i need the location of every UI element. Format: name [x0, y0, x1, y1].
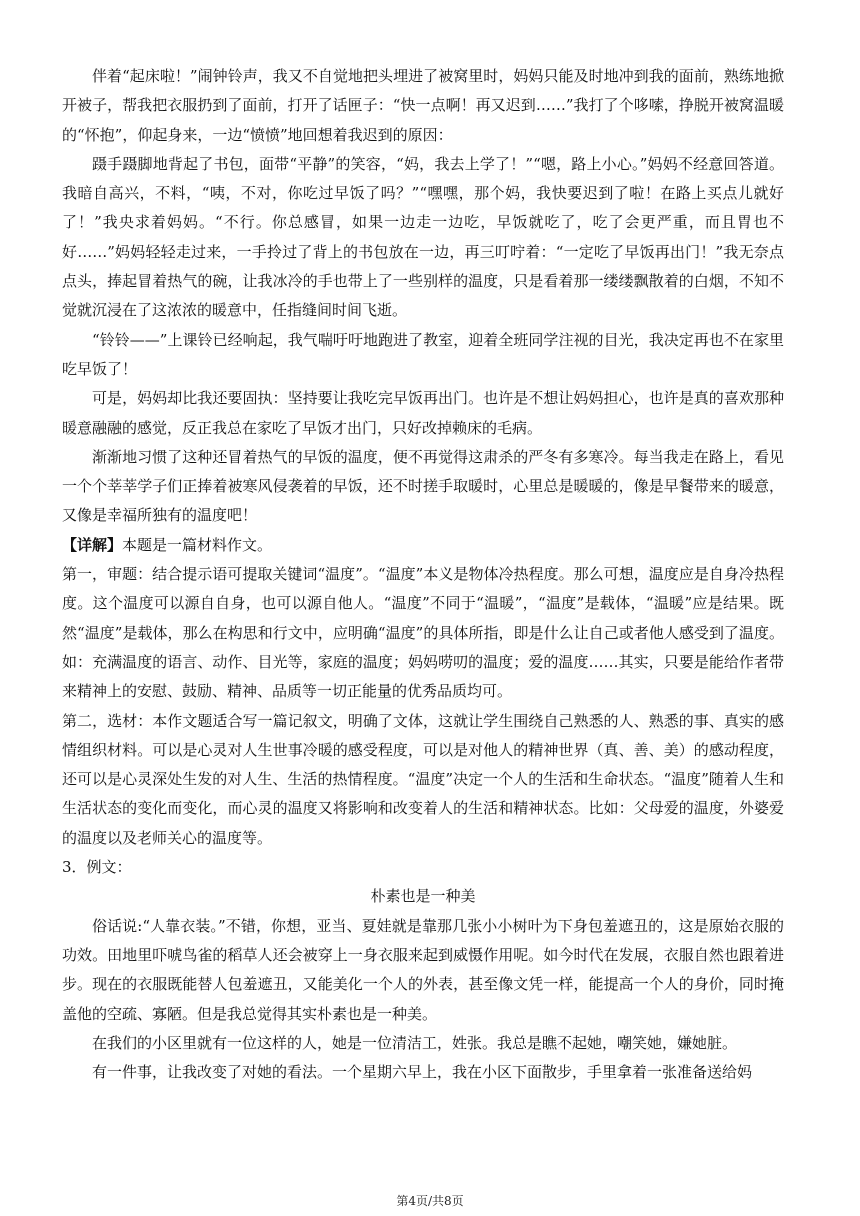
- example-paragraph-3: 有一件事，让我改变了对她的看法。一个星期六早上，我在小区下面散步，手里拿着一张准备送给妈: [92, 1063, 753, 1082]
- detail-line: [62, 531, 784, 560]
- essay-paragraph-1: 伴着“起床啦！”闹钟铃声，我又不自觉地把头埋进了被窝里时，妈妈只能及时地冲到我的面前，熟练地掀开被子，帮我把衣服扔到了面前，打开了话匣子：“快一点啊！再又迟到……”我打了个哆嗦，挣脱开被窝温暖的“怀抱”，仰起身来，一边“愤愤”地回想着我迟到的原因：: [62, 67, 784, 144]
- detail-tag: 【详解】: [62, 535, 123, 554]
- analysis-paragraph-1: 第一，审题：结合提示语可提取关键词“温度”。“温度”本义是物体冷热程度。那么可想，温度应是自身冷热程度。这个温度可以源自自身，也可以源自他人。“温度”不同于“温暖”，“温度”是载体，“温暖”应是结果。既然“温度”是载体，那么在构思和行文中，应明确“温度”的具体所指，即是什么让自己或者他人感受到了温度。如：充满温度的语言、动作、目光等，家庭的温度；妈妈唠叨的温度；爱的温度……其实，只要是能给作者带来精神上的安慰、鼓励、精神、品质等一切正能量的优秀品质均可。: [62, 565, 784, 701]
- essay-paragraph-2: 蹑手蹑脚地背起了书包，面带“平静”的笑容，“妈，我去上学了！”“嗯，路上小心。”妈妈不经意回答道。我暗自高兴，不料，“咦，不对，你吃过早饭了吗？”“嘿嘿，那个妈，我快要迟到了啦！在路上买点儿就好了！”我央求着妈妈。“不行。你总感冒，如果一边走一边吃，早饭就吃了，吃了会更严重，而且胃也不好……”妈妈轻轻走过来，一手拎过了背上的书包放在一边，再三叮咛着：“一定吃了早饭再出门！”我无奈点点头，捧起冒着热气的碗，让我冰冷的手也带上了一些别样的温度，只是看着那一缕缕飘散着的白烟，不知不觉就沉浸在了这浓浓的暖意中，任指缝间时间飞逝。: [62, 154, 784, 320]
- essay-paragraph-5: 渐渐地习惯了这种还冒着热气的早饭的温度，便不再觉得这肃杀的严冬有多寒冷。每当我走在路上，看见一个个莘莘学子们正捧着被寒风侵袭着的早饭，还不时搓手取暖时，心里总是暖暖的，像是早餐带来的暖意，又像是幸福所独有的温度吧！: [62, 447, 784, 525]
- essay-paragraph-3: “铃铃——”上课铃已经响起，我气喘吁吁地跑进了教室，迎着全班同学注视的目光，我决定再也不在家里吃早饭了！: [62, 330, 784, 378]
- document-page: [62, 62, 784, 1087]
- essay-paragraph-4: 可是，妈妈却比我还要固执：坚持要让我吃完早饭再出门。也许是不想让妈妈担心，也许是真的喜欢那种暖意融融的感觉，反正我总在家吃了早饭才出门，只好改掉赖床的毛病。: [62, 389, 784, 437]
- example-heading: 3．例文：: [62, 858, 132, 877]
- example-paragraph-2: 在我们的小区里就有一位这样的人，她是一位清洁工，姓张。我总是瞧不起她，嘲笑她，嫌她脏。: [92, 1033, 738, 1052]
- analysis-paragraph-2: 第二，选材：本作文题适合写一篇记叙文，明确了文体，这就让学生围绕自己熟悉的人、熟悉的事、真实的感情组织材料。可以是心灵对人生世事冷暖的感受程度，可以是对他人的精神世界（真、善、美）的感动程度，还可以是心灵深处生发的对人生、生活的热情程度。“温度”决定一个人的生活和生命状态。“温度”随着人生和生活状态的变化而变化，而心灵的温度又将影响和改变着人的生活和精神状态。比如：父母爱的温度，外婆爱的温度以及老师关心的温度等。: [62, 711, 784, 847]
- example-paragraph-1: 俗话说:“人靠衣装。”不错，你想，亚当、夏娃就是靠那几张小小树叶为下身包羞遮丑的，这是原始衣服的功效。田地里吓唬鸟雀的稻草人还会被穿上一身衣服来起到威慑作用呢。如今时代在发展，衣服自然也跟着进步。现在的衣服既能替人包羞遮丑，又能美化一个人的外表，甚至像文凭一样，能提高一个人的身价，同时掩盖他的空疏、寡陋。但是我总觉得其实朴素也是一种美。: [62, 916, 784, 1023]
- page-number: 第4页/共8页: [396, 1194, 464, 1208]
- detail-text: 本题是一篇材料作文。: [122, 535, 273, 554]
- essay-title: 朴素也是一种美: [370, 887, 476, 906]
